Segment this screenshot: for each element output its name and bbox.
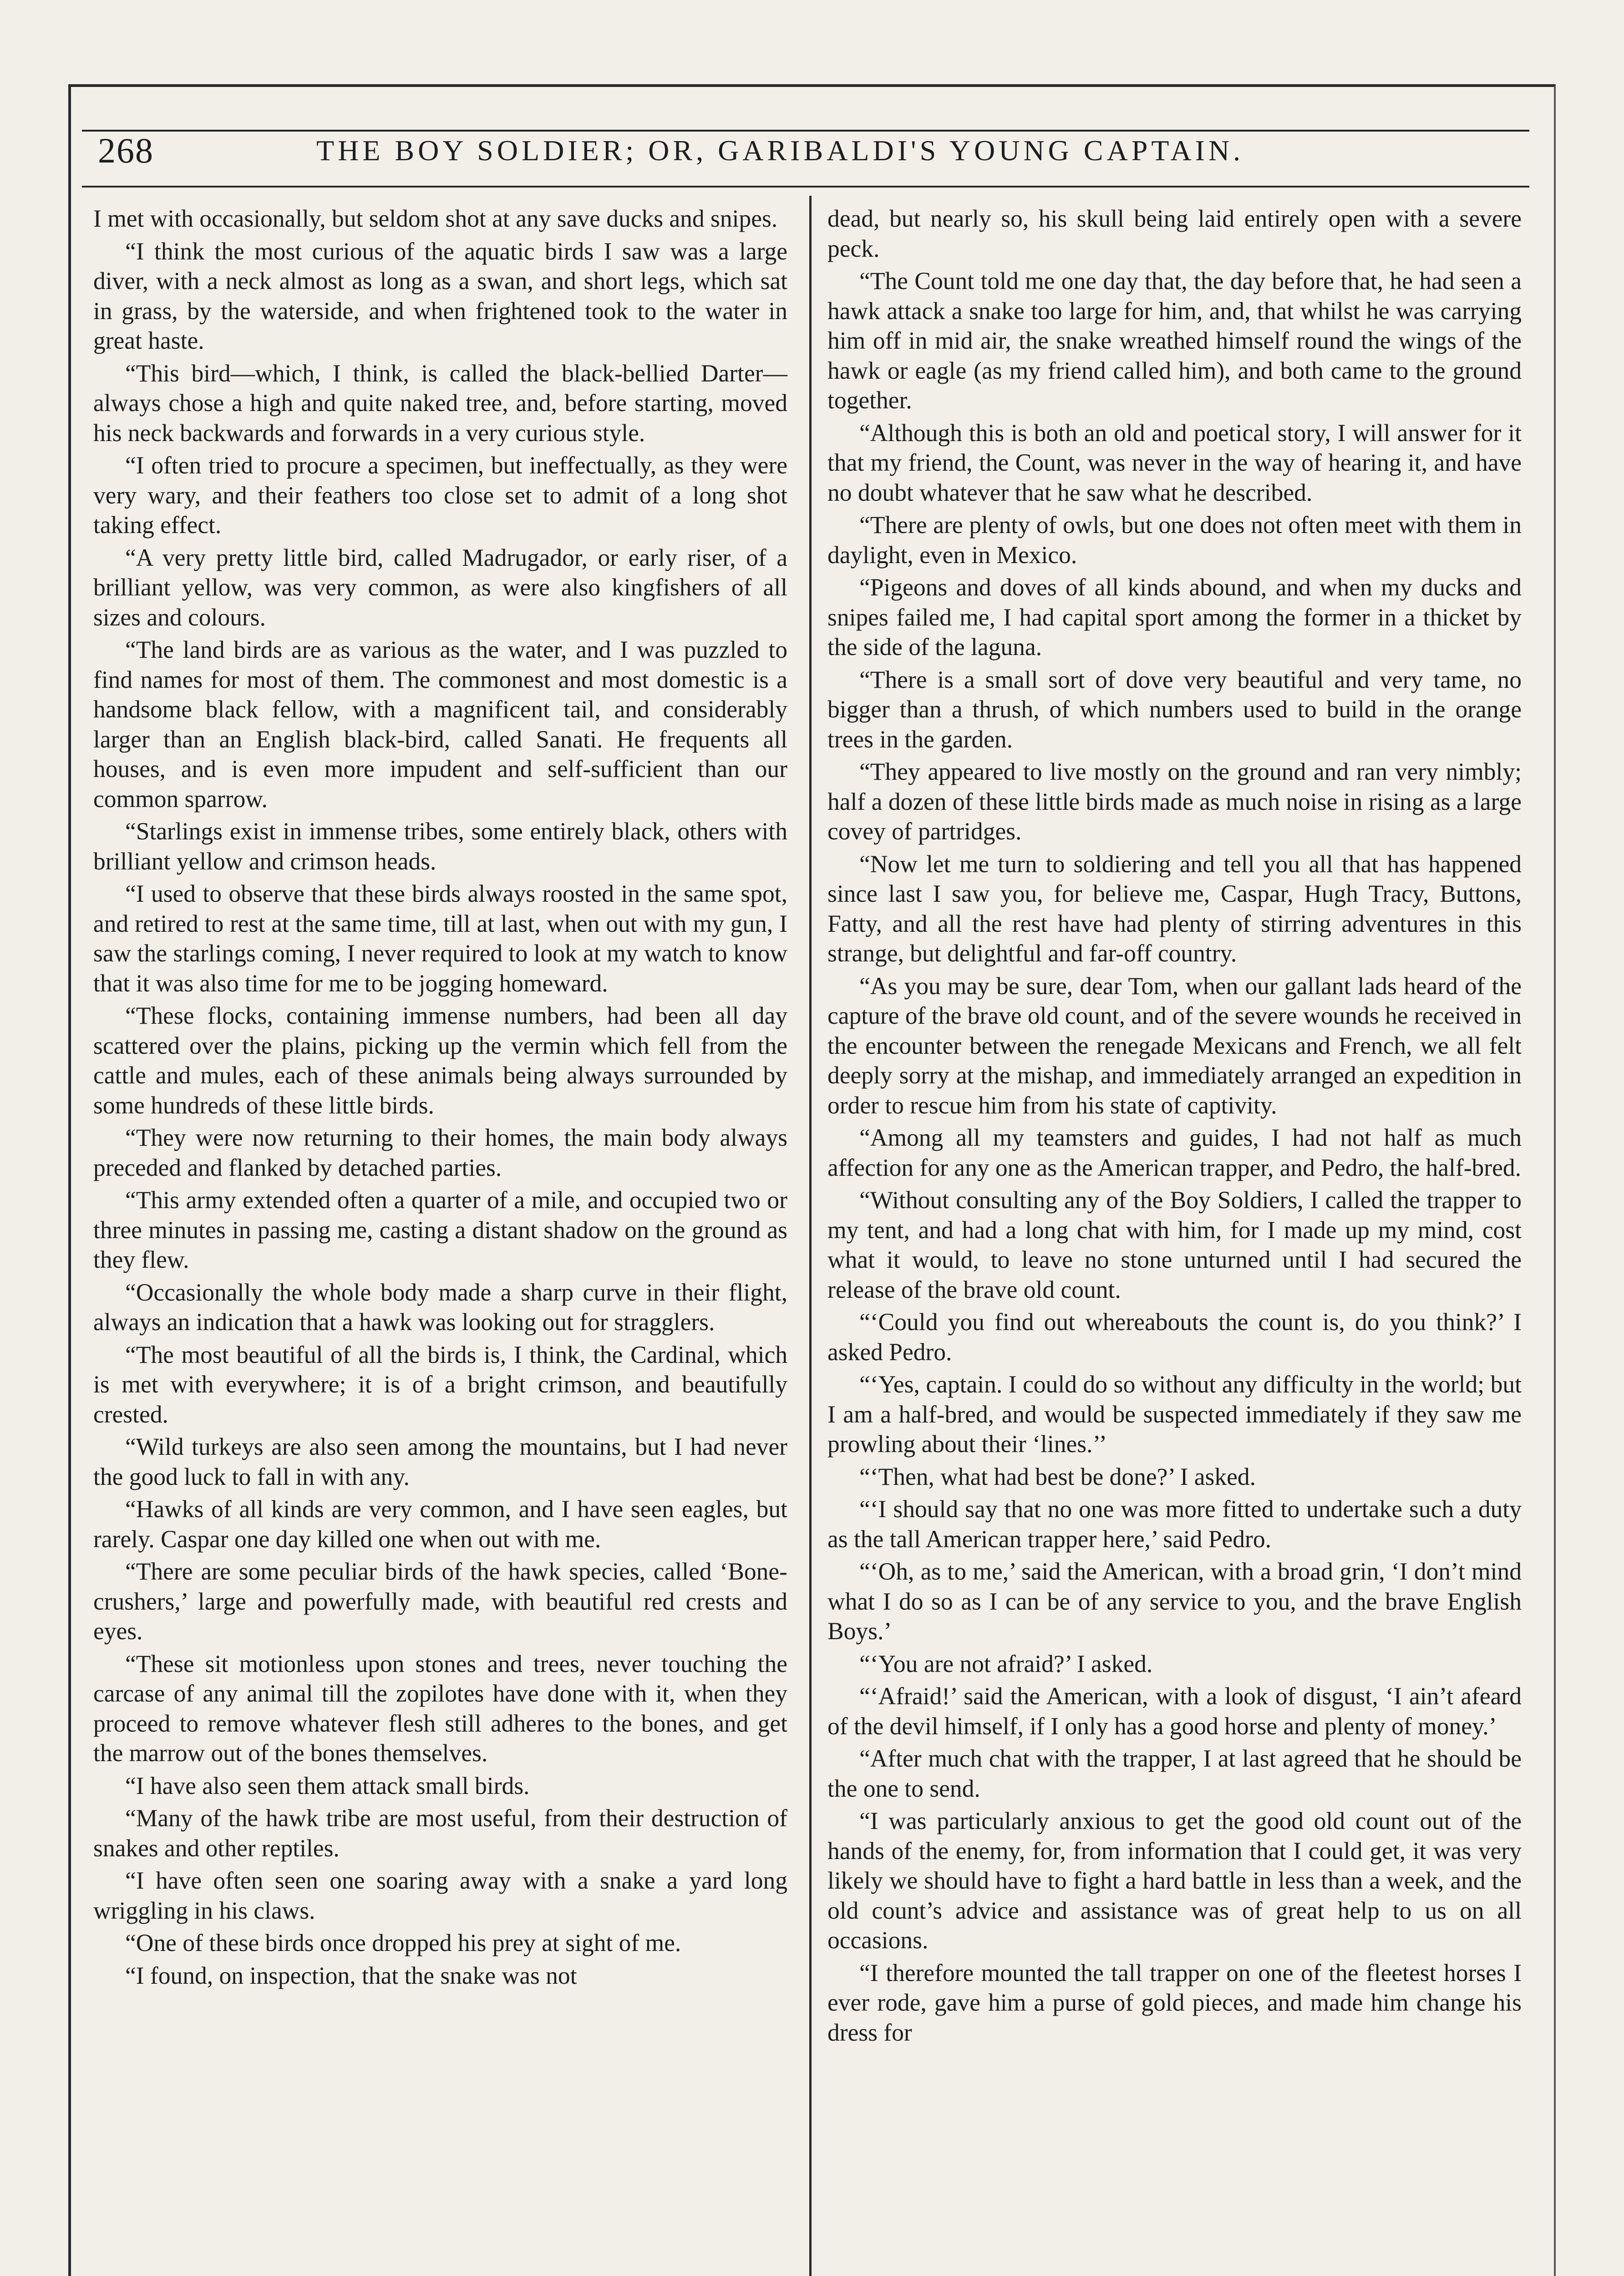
paragraph: “I found, on inspection, that the snake was not bbox=[125, 1961, 577, 1989]
paragraph: “This army extended often a quarter of a mile, and occupied two or three minutes in passing me, casting a distant shadow on the ground as they flew. bbox=[93, 1186, 787, 1273]
running-title: THE BOY SOLDIER; OR, GARIBALDI'S YOUNG CAPTAIN. bbox=[316, 134, 1244, 167]
paragraph: “They were now returning to their homes, the main body always preceded and flanked by detached parties. bbox=[93, 1124, 787, 1181]
paragraph: “As you may be sure, dear Tom, when our gallant lads heard of the capture of the brave old count, and of the severe wounds he received in the encounter between the renegade Mexicans and French, we all felt deeply sorry at the mishap, and immediately arranged an expedition in order to rescue him from his state of captivity. bbox=[827, 972, 1522, 1119]
paragraph: “There are some peculiar birds of the hawk species, called ‘Bone-crushers,’ large and powerfully made, with beautiful red crests and eyes. bbox=[93, 1558, 787, 1645]
paragraph: “Pigeons and doves of all kinds abound, and when my ducks and snipes failed me, I had capital sport among the former in a thicket by the side of the laguna. bbox=[827, 574, 1522, 660]
paragraph: “I have often seen one soaring away with a snake a yard long wriggling in his claws. bbox=[93, 1867, 787, 1924]
paragraph: “One of these birds once dropped his prey at sight of me. bbox=[125, 1929, 681, 1956]
paragraph: dead, but nearly so, his skull being laid entirely open with a severe peck. bbox=[827, 205, 1522, 262]
paragraph: “I think the most curious of the aquatic birds I saw was a large diver, with a neck almost as long as a swan, and short legs, which sat in grass, by the waterside, and when frightened took to the water in great haste. bbox=[93, 237, 787, 354]
paragraph: “‘Could you find out whereabouts the count is, do you think?’ I asked Pedro. bbox=[827, 1308, 1522, 1366]
paragraph: “Without consulting any of the Boy Soldiers, I called the trapper to my tent, and had a long chat with him, for I made up my mind, cost what it would, to leave no stone unturned until I had secured the release of the brave old count. bbox=[827, 1186, 1522, 1303]
paragraph: “I have also seen them attack small birds. bbox=[125, 1772, 530, 1799]
paragraph: “Occasionally the whole body made a sharp curve in their flight, always an indication that a hawk was looking out for stragglers. bbox=[93, 1278, 787, 1336]
paragraph: “‘Oh, as to me,’ said the American, with a broad grin, ‘I don’t mind what I do so as I can be of any service to you, and the brave English Boys.’ bbox=[827, 1558, 1522, 1645]
paragraph: “I used to observe that these birds always roosted in the same spot, and retired to rest at the same time, till at last, when out with my gun, I saw the starlings coming, I never required to look at my watch to know that it was also time for me to be jogging homeward. bbox=[93, 880, 787, 997]
paragraph: “These sit motionless upon stones and trees, never touching the carcase of any animal till the zopilotes have done with it, when they proceed to remove whatever flesh still adheres to the bones, and get the marrow out of the bones themselves. bbox=[93, 1650, 787, 1767]
paragraph: “These flocks, containing immense numbers, had been all day scattered over the plains, picking up the vermin which fell from the cattle and mules, each of these animals being always surrounded by some hundreds of these little birds. bbox=[93, 1002, 787, 1119]
paragraph: “They appeared to live mostly on the ground and ran very nimbly; half a dozen of these little birds made as much noise in rising as a large covey of partridges. bbox=[827, 758, 1522, 845]
paragraph: “This bird—which, I think, is called the black-bellied Darter—always chose a high and quite naked tree, and, before starting, moved his neck backwards and forwards in a very curious style. bbox=[93, 359, 787, 447]
paragraph: “‘Then, what had best be done?’ I asked. bbox=[859, 1463, 1256, 1490]
paragraph: “After much chat with the trapper, I at last agreed that he should be the one to send. bbox=[827, 1745, 1522, 1802]
paragraph: “Now let me turn to soldiering and tell you all that has happened since last I saw you, for believe me, Caspar, Hugh Tracy, Buttons, Fatty, and all the rest have had plenty of stirring adventures in this strange, but delightful and far-off country. bbox=[827, 850, 1522, 967]
paragraph: “Many of the hawk tribe are most useful, from their destruction of snakes and other reptiles. bbox=[93, 1804, 787, 1862]
paragraph: “The most beautiful of all the birds is, I think, the Cardinal, which is met with everywhere; it is of a bright crimson, and beautifully crested. bbox=[93, 1341, 787, 1428]
header-rule bbox=[82, 186, 1529, 188]
paragraph: “‘Afraid!’ said the American, with a look of disgust, ‘I ain’t afeard of the devil himself, if I only has a good horse and plenty of money.’ bbox=[827, 1682, 1522, 1740]
paragraph: “‘I should say that no one was more fitted to undertake such a duty as the tall American trapper here,’ said Pedro. bbox=[827, 1495, 1522, 1553]
paragraph: I met with occasionally, but seldom shot at any save ducks and snipes. bbox=[93, 205, 778, 232]
paragraph: “I often tried to procure a specimen, but ineffectually, as they were very wary, and their feathers too close set to admit of a long shot taking effect. bbox=[93, 452, 787, 539]
paragraph: “Wild turkeys are also seen among the mountains, but I had never the good luck to fall in with any. bbox=[93, 1433, 787, 1490]
paragraph: “There is a small sort of dove very beautiful and very tame, no bigger than a thrush, of which numbers used to build in the orange trees in the garden. bbox=[827, 666, 1522, 753]
paragraph: “There are plenty of owls, but one does not often meet with them in daylight, even in Mexico. bbox=[827, 511, 1522, 569]
paragraph: “Starlings exist in immense tribes, some entirely black, others with brilliant yellow and crimson heads. bbox=[93, 818, 787, 875]
paragraph: “I was particularly anxious to get the good old count out of the hands of the enemy, for, from information that I could get, it was very likely we should have to fight a hard battle in less than a week, and the old count’s advice and assistance was of great help to us on all occasions. bbox=[827, 1807, 1522, 1954]
paragraph: “Although this is both an old and poetical story, I will answer for it that my friend, the Count, was never in the way of hearing it, and have no doubt whatever that he saw what he described. bbox=[827, 419, 1522, 506]
paragraph: “The land birds are as various as the water, and I was puzzled to find names for most of them. The commonest and most domestic is a handsome black fellow, with a magnificent tail, and considerably larger than an English black-bird, called Sanati. He frequents all houses, and is even more impudent and self-sufficient than our common sparrow. bbox=[93, 636, 787, 813]
paragraph: “‘Yes, captain. I could do so without any difficulty in the world; but I am a half-bred, and would be suspected immediately if they saw me prowling about their ‘lines.’’ bbox=[827, 1371, 1522, 1458]
left-column bbox=[93, 204, 787, 1993]
paragraph: “I therefore mounted the tall trapper on one of the fleetest horses I ever rode, gave him a purse of gold pieces, and made him change his dress for bbox=[827, 1959, 1522, 2046]
column-divider bbox=[809, 196, 812, 2276]
paragraph: “The Count told me one day that, the day before that, he had seen a hawk attack a snake too large for him, and, that whilst he was carrying him off in mid air, the snake wreathed himself round the wings of the hawk or eagle (as my friend called him), and both came to the ground together. bbox=[827, 267, 1522, 414]
paragraph: “A very pretty little bird, called Madrugador, or early riser, of a brilliant yellow, was very common, as were also kingfishers of all sizes and colours. bbox=[93, 544, 787, 631]
page-number: 268 bbox=[98, 131, 154, 170]
page-header bbox=[93, 127, 1527, 182]
right-column bbox=[827, 204, 1522, 2050]
paragraph: “Hawks of all kinds are very common, and I have seen eagles, but rarely. Caspar one day killed one when out with me. bbox=[93, 1495, 787, 1553]
paragraph: “‘You are not afraid?’ I asked. bbox=[859, 1650, 1153, 1677]
paragraph: “Among all my teamsters and guides, I had not half as much affection for any one as the American trapper, and Pedro, the half-bred. bbox=[827, 1124, 1522, 1181]
